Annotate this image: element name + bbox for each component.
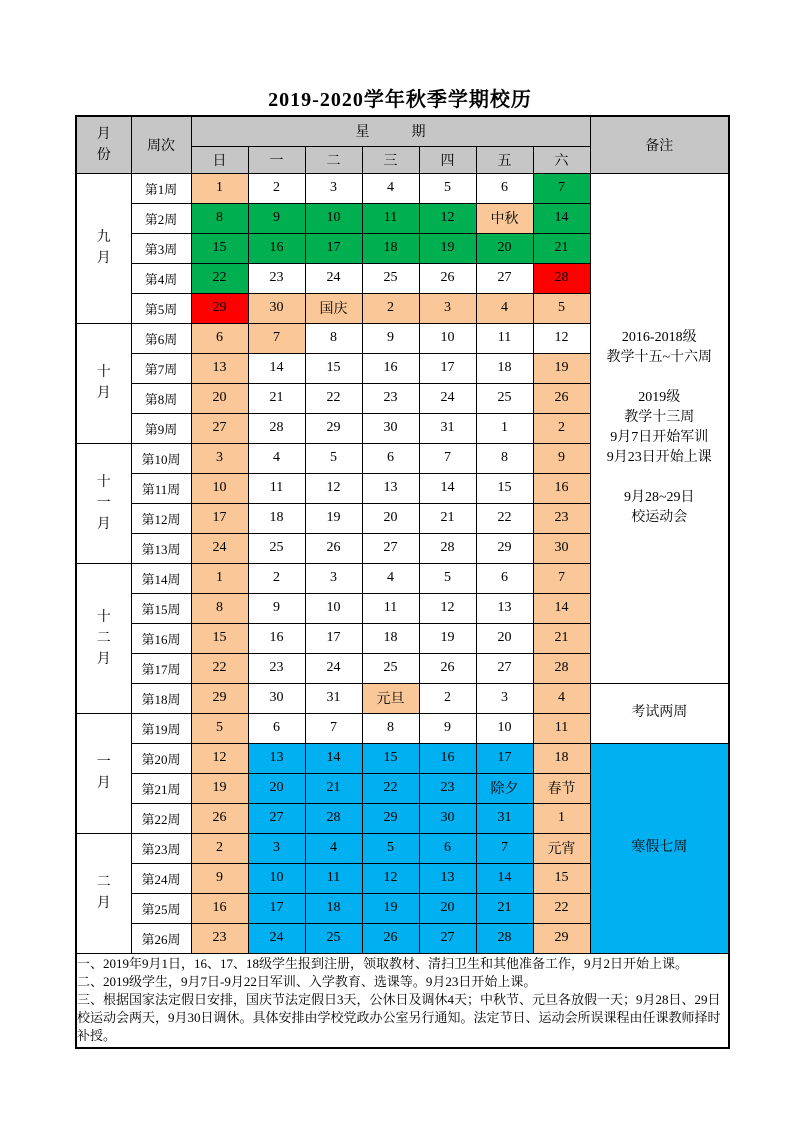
week-label: 第10周 <box>131 443 191 473</box>
day-cell: 15 <box>191 233 248 263</box>
day-cell: 10 <box>476 713 533 743</box>
day-cell: 9 <box>248 593 305 623</box>
day-cell: 18 <box>362 233 419 263</box>
day-cell: 11 <box>362 203 419 233</box>
day-cell: 30 <box>362 413 419 443</box>
day-cell: 26 <box>191 803 248 833</box>
day-cell: 27 <box>476 263 533 293</box>
day-cell: 23 <box>419 773 476 803</box>
day-cell: 中秋 <box>476 203 533 233</box>
month-label-text: 十二月 <box>96 609 111 667</box>
day-cell: 9 <box>248 203 305 233</box>
day-cell: 12 <box>533 323 590 353</box>
day-cell: 16 <box>191 893 248 923</box>
remark-cell <box>590 173 729 683</box>
day-cell: 28 <box>533 263 590 293</box>
week-row <box>76 173 729 203</box>
day-cell: 26 <box>533 383 590 413</box>
day-cell: 29 <box>476 533 533 563</box>
day-cell: 19 <box>419 623 476 653</box>
day-cell: 23 <box>533 503 590 533</box>
day-cell: 6 <box>248 713 305 743</box>
day-cell: 4 <box>476 293 533 323</box>
day-cell: 27 <box>191 413 248 443</box>
day-cell: 19 <box>191 773 248 803</box>
day-cell: 2 <box>419 683 476 713</box>
week-row <box>76 743 729 773</box>
day-cell: 5 <box>305 443 362 473</box>
day-cell: 20 <box>476 623 533 653</box>
day-cell: 22 <box>362 773 419 803</box>
day-cell: 14 <box>476 863 533 893</box>
calendar-header <box>76 116 729 173</box>
week-label: 第25周 <box>131 893 191 923</box>
day-cell: 3 <box>305 173 362 203</box>
month-label <box>76 443 131 563</box>
day-cell: 29 <box>191 293 248 323</box>
week-label: 第2周 <box>131 203 191 233</box>
week-label: 第11周 <box>131 473 191 503</box>
week-label: 第3周 <box>131 233 191 263</box>
day-cell: 9 <box>419 713 476 743</box>
header-day-tue: 二 <box>305 146 362 173</box>
header-day-sun: 日 <box>191 146 248 173</box>
day-cell: 28 <box>305 803 362 833</box>
day-cell: 25 <box>476 383 533 413</box>
day-cell: 19 <box>305 503 362 533</box>
day-cell: 4 <box>362 173 419 203</box>
day-cell: 23 <box>248 263 305 293</box>
day-cell: 9 <box>191 863 248 893</box>
day-cell: 7 <box>305 713 362 743</box>
day-cell: 31 <box>305 683 362 713</box>
header-day-wed: 三 <box>362 146 419 173</box>
day-cell: 11 <box>533 713 590 743</box>
day-cell: 19 <box>362 893 419 923</box>
day-cell: 27 <box>248 803 305 833</box>
month-label-text: 十一月 <box>96 474 111 532</box>
day-cell: 9 <box>362 323 419 353</box>
notes-cell <box>76 953 729 1048</box>
day-cell: 21 <box>305 773 362 803</box>
day-cell: 30 <box>248 293 305 323</box>
day-cell: 18 <box>305 893 362 923</box>
day-cell: 10 <box>191 473 248 503</box>
month-label <box>76 713 131 833</box>
remark-line: 9月7日开始军训 <box>610 430 709 445</box>
day-cell: 14 <box>533 593 590 623</box>
day-cell: 20 <box>191 383 248 413</box>
header-day-sat: 六 <box>533 146 590 173</box>
header-month <box>76 116 131 173</box>
day-cell: 22 <box>305 383 362 413</box>
day-cell: 2 <box>533 413 590 443</box>
day-cell: 31 <box>419 413 476 443</box>
day-cell: 30 <box>533 533 590 563</box>
day-cell: 12 <box>419 593 476 623</box>
header-month-label: 月份 <box>96 126 111 163</box>
day-cell: 11 <box>248 473 305 503</box>
day-cell: 24 <box>305 653 362 683</box>
day-cell: 23 <box>248 653 305 683</box>
day-cell: 10 <box>419 323 476 353</box>
week-label: 第8周 <box>131 383 191 413</box>
day-cell: 3 <box>191 443 248 473</box>
day-cell: 29 <box>305 413 362 443</box>
week-label: 第7周 <box>131 353 191 383</box>
week-label: 第6周 <box>131 323 191 353</box>
month-label <box>76 173 131 323</box>
day-cell: 3 <box>305 563 362 593</box>
day-cell: 21 <box>248 383 305 413</box>
day-cell: 3 <box>476 683 533 713</box>
day-cell: 15 <box>305 353 362 383</box>
day-cell: 13 <box>476 593 533 623</box>
day-cell: 国庆 <box>305 293 362 323</box>
day-cell: 22 <box>533 893 590 923</box>
day-cell: 16 <box>419 743 476 773</box>
day-cell: 13 <box>191 353 248 383</box>
day-cell: 30 <box>419 803 476 833</box>
day-cell: 11 <box>476 323 533 353</box>
day-cell: 17 <box>476 743 533 773</box>
day-cell: 14 <box>419 473 476 503</box>
day-cell: 21 <box>533 233 590 263</box>
day-cell: 25 <box>248 533 305 563</box>
day-cell: 30 <box>248 683 305 713</box>
note-2: 二、2019级学生，9月7日-9月22日军训、入学教育、选课等。9月23日开始上课。 <box>77 974 537 989</box>
day-cell: 18 <box>248 503 305 533</box>
week-label: 第9周 <box>131 413 191 443</box>
day-cell: 20 <box>362 503 419 533</box>
day-cell: 17 <box>191 503 248 533</box>
day-cell: 14 <box>533 203 590 233</box>
day-cell: 7 <box>248 323 305 353</box>
day-cell: 28 <box>248 413 305 443</box>
month-label-text: 一月 <box>96 755 111 791</box>
remark-cell <box>590 683 729 743</box>
day-cell: 7 <box>533 563 590 593</box>
remark-line: 9月23日开始上课 <box>606 450 712 465</box>
week-label: 第13周 <box>131 533 191 563</box>
day-cell: 春节 <box>533 773 590 803</box>
day-cell: 1 <box>533 803 590 833</box>
week-label: 第19周 <box>131 713 191 743</box>
day-cell: 20 <box>476 233 533 263</box>
day-cell: 3 <box>419 293 476 323</box>
remark-line: 考试两周 <box>631 705 688 720</box>
day-cell: 29 <box>533 923 590 953</box>
day-cell: 2 <box>248 563 305 593</box>
day-cell: 26 <box>305 533 362 563</box>
day-cell: 1 <box>191 563 248 593</box>
header-day-mon: 一 <box>248 146 305 173</box>
day-cell: 16 <box>248 623 305 653</box>
remark-line <box>591 368 729 388</box>
day-cell: 4 <box>533 683 590 713</box>
day-cell: 21 <box>476 893 533 923</box>
day-cell: 11 <box>362 593 419 623</box>
week-label: 第21周 <box>131 773 191 803</box>
day-cell: 10 <box>305 593 362 623</box>
day-cell: 27 <box>362 533 419 563</box>
header-weekday: 星 期 <box>191 116 590 146</box>
month-label <box>76 833 131 953</box>
month-label-text: 十月 <box>96 365 111 401</box>
remark-line: 9月28~29日 <box>623 490 695 505</box>
day-cell: 23 <box>362 383 419 413</box>
day-cell: 8 <box>305 323 362 353</box>
week-label: 第1周 <box>131 173 191 203</box>
remark-line: 2019级 <box>638 390 681 405</box>
day-cell: 11 <box>305 863 362 893</box>
day-cell: 29 <box>362 803 419 833</box>
day-cell: 27 <box>476 653 533 683</box>
remark-line: 寒假七周 <box>631 840 688 855</box>
remark-line: 2016-2018级 <box>621 330 697 345</box>
day-cell: 7 <box>533 173 590 203</box>
day-cell: 4 <box>362 563 419 593</box>
page-title: 2019-2020学年秋季学期校历 <box>268 89 532 111</box>
day-cell: 17 <box>419 353 476 383</box>
header-day-thu: 四 <box>419 146 476 173</box>
day-cell: 5 <box>419 563 476 593</box>
week-label: 第23周 <box>131 833 191 863</box>
day-cell: 12 <box>191 743 248 773</box>
week-label: 第12周 <box>131 503 191 533</box>
day-cell: 6 <box>476 173 533 203</box>
day-cell: 22 <box>191 263 248 293</box>
day-cell: 12 <box>305 473 362 503</box>
day-cell: 8 <box>362 713 419 743</box>
day-cell: 25 <box>362 263 419 293</box>
calendar-footer <box>76 953 729 1048</box>
day-cell: 5 <box>362 833 419 863</box>
calendar-body <box>76 173 729 953</box>
day-cell: 6 <box>191 323 248 353</box>
remark-line: 教学十三周 <box>624 410 695 425</box>
header-remark: 备注 <box>590 116 729 173</box>
week-label: 第4周 <box>131 263 191 293</box>
week-label: 第24周 <box>131 863 191 893</box>
day-cell: 13 <box>362 473 419 503</box>
day-cell: 20 <box>419 893 476 923</box>
day-cell: 21 <box>419 503 476 533</box>
day-cell: 1 <box>476 413 533 443</box>
day-cell: 22 <box>191 653 248 683</box>
day-cell: 15 <box>362 743 419 773</box>
day-cell: 24 <box>419 383 476 413</box>
notes-row <box>76 953 729 1048</box>
week-label: 第17周 <box>131 653 191 683</box>
day-cell: 4 <box>305 833 362 863</box>
day-cell: 21 <box>533 623 590 653</box>
day-cell: 10 <box>248 863 305 893</box>
day-cell: 7 <box>476 833 533 863</box>
calendar-table <box>75 115 730 1049</box>
day-cell: 2 <box>362 293 419 323</box>
day-cell: 25 <box>305 923 362 953</box>
day-cell: 13 <box>248 743 305 773</box>
day-cell: 22 <box>476 503 533 533</box>
day-cell: 26 <box>419 653 476 683</box>
week-label: 第14周 <box>131 563 191 593</box>
day-cell: 15 <box>191 623 248 653</box>
day-cell: 16 <box>248 233 305 263</box>
day-cell: 7 <box>419 443 476 473</box>
day-cell: 1 <box>191 173 248 203</box>
day-cell: 19 <box>533 353 590 383</box>
day-cell: 18 <box>362 623 419 653</box>
day-cell: 13 <box>419 863 476 893</box>
remark-line <box>591 468 729 488</box>
day-cell: 28 <box>476 923 533 953</box>
day-cell: 15 <box>476 473 533 503</box>
day-cell: 2 <box>191 833 248 863</box>
day-cell: 6 <box>419 833 476 863</box>
day-cell: 8 <box>191 203 248 233</box>
week-label: 第16周 <box>131 623 191 653</box>
day-cell: 除夕 <box>476 773 533 803</box>
month-label <box>76 323 131 443</box>
week-label: 第22周 <box>131 803 191 833</box>
day-cell: 16 <box>362 353 419 383</box>
month-label <box>76 563 131 713</box>
week-label: 第18周 <box>131 683 191 713</box>
day-cell: 17 <box>305 233 362 263</box>
day-cell: 14 <box>248 353 305 383</box>
day-cell: 3 <box>248 833 305 863</box>
day-cell: 12 <box>419 203 476 233</box>
day-cell: 16 <box>533 473 590 503</box>
header-day-fri: 五 <box>476 146 533 173</box>
day-cell: 18 <box>533 743 590 773</box>
day-cell: 12 <box>362 863 419 893</box>
day-cell: 26 <box>362 923 419 953</box>
day-cell: 5 <box>419 173 476 203</box>
day-cell: 4 <box>248 443 305 473</box>
day-cell: 17 <box>248 893 305 923</box>
day-cell: 29 <box>191 683 248 713</box>
day-cell: 15 <box>533 863 590 893</box>
day-cell: 27 <box>419 923 476 953</box>
week-label: 第5周 <box>131 293 191 323</box>
day-cell: 24 <box>305 263 362 293</box>
month-label-text: 九月 <box>96 230 111 266</box>
day-cell: 28 <box>533 653 590 683</box>
note-1: 一、2019年9月1日，16、17、18级学生报到注册，领取教材、清扫卫生和其他准备工作，9月2日开始上课。 <box>77 956 689 971</box>
day-cell: 6 <box>362 443 419 473</box>
day-cell: 26 <box>419 263 476 293</box>
day-cell: 元旦 <box>362 683 419 713</box>
day-cell: 25 <box>362 653 419 683</box>
day-cell: 5 <box>191 713 248 743</box>
day-cell: 5 <box>533 293 590 323</box>
day-cell: 19 <box>419 233 476 263</box>
week-label: 第26周 <box>131 923 191 953</box>
day-cell: 20 <box>248 773 305 803</box>
day-cell: 6 <box>476 563 533 593</box>
header-row-1 <box>76 116 729 146</box>
day-cell: 24 <box>248 923 305 953</box>
day-cell: 元宵 <box>533 833 590 863</box>
day-cell: 24 <box>191 533 248 563</box>
note-3: 三、根据国家法定假日安排，国庆节法定假日3天，公休日及调休4天；中秋节、元旦各放假一天；9月28日、29日校运动会两天，9月30日调休。具体安排由学校党政办公室另行通知。法定节日、运动会所误课程由任课教师择时补授。 <box>77 992 721 1043</box>
day-cell: 14 <box>305 743 362 773</box>
header-week: 周次 <box>131 116 191 173</box>
day-cell: 28 <box>419 533 476 563</box>
day-cell: 8 <box>191 593 248 623</box>
day-cell: 18 <box>476 353 533 383</box>
remark-cell <box>590 743 729 953</box>
week-label: 第20周 <box>131 743 191 773</box>
day-cell: 10 <box>305 203 362 233</box>
day-cell: 8 <box>476 443 533 473</box>
day-cell: 2 <box>248 173 305 203</box>
remark-line: 教学十五~十六周 <box>606 350 713 365</box>
day-cell: 17 <box>305 623 362 653</box>
day-cell: 31 <box>476 803 533 833</box>
remark-line: 校运动会 <box>631 510 688 525</box>
day-cell: 23 <box>191 923 248 953</box>
day-cell: 9 <box>533 443 590 473</box>
week-label: 第15周 <box>131 593 191 623</box>
month-label-text: 二月 <box>96 875 111 911</box>
week-row <box>76 683 729 713</box>
